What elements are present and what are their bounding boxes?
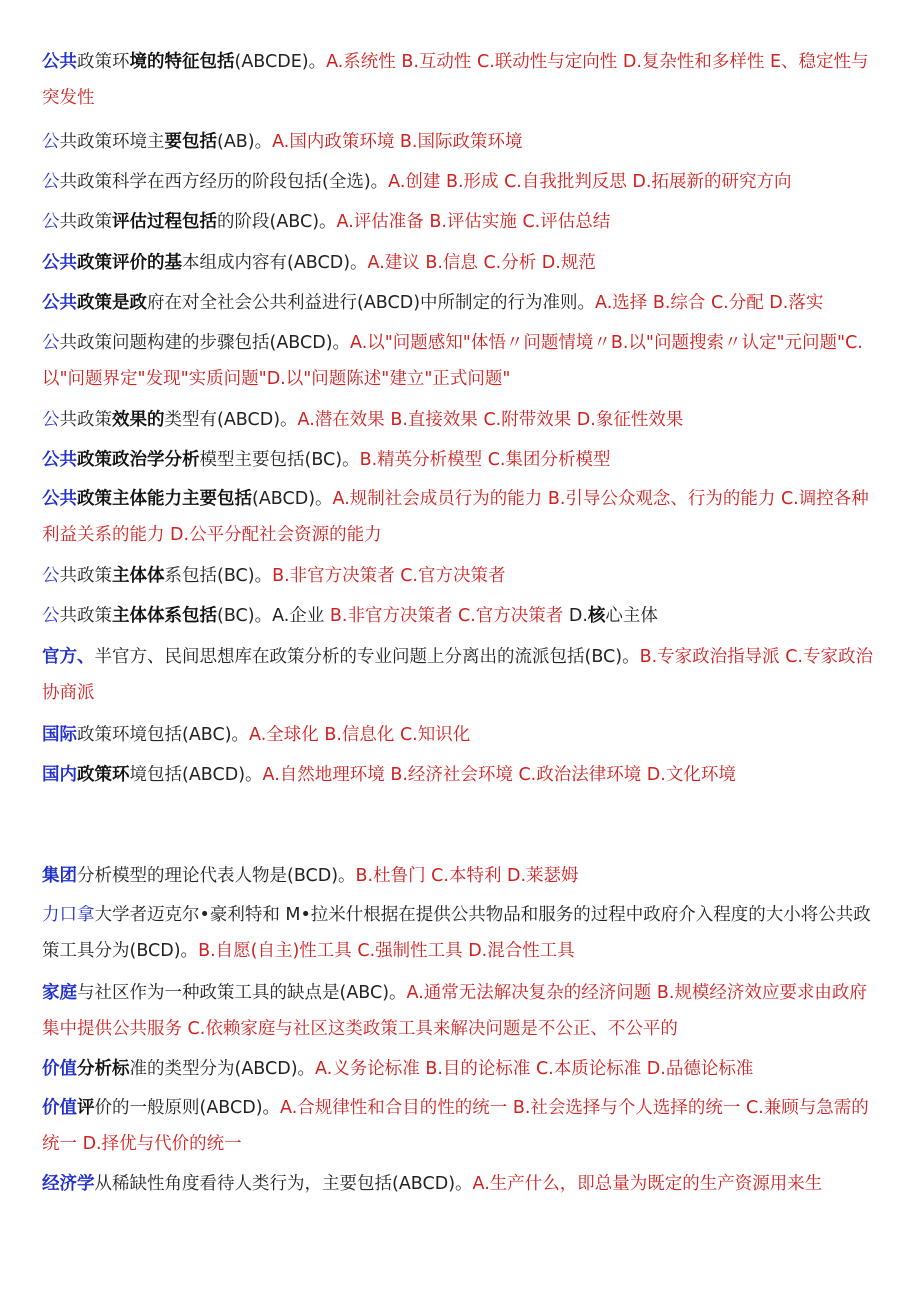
answer-text: A.建议 B.信息 C.分析 D.规范 — [367, 253, 596, 273]
answer-text: A.国内政策环境 B.国际政策环境 — [272, 132, 523, 152]
question-entry — [42, 481, 878, 553]
question-entry — [42, 442, 878, 478]
question-entry — [42, 897, 878, 969]
answer-text: A.合规律性和合目的性的统一 B.社会选择与个人选择的统一 C.兼顾与急需的统一 D.择优与代价的统一 — [42, 1098, 869, 1154]
answer-text: B.非官方决策者 C.官方决策者 — [272, 566, 506, 586]
question-text: 从稀缺性角度看待人类行为，主要包括(ABCD)。 — [94, 1174, 473, 1194]
question-text: 要包括 — [164, 132, 217, 152]
question-entry — [42, 164, 878, 200]
keyword-text: 公共 — [42, 489, 77, 509]
answer-text: A.选择 B.综合 C.分配 D.落实 — [595, 293, 824, 313]
answer-text: A.生产什么，即总量为既定的生产资源用来生 — [472, 1174, 823, 1194]
question-text: 类型有(ABCD)。 — [164, 410, 298, 430]
question-text: (BC)。A.企业 — [217, 606, 330, 626]
answer-text: A.规制社会成员行为的能力 B.引导公众观念、行为的能力 C.调控各种利益关系的能力 D.公平分配社会资源的能力 — [42, 489, 869, 545]
question-text: 大学者迈克尔•豪利特和 M•拉米什根据在提供公共物品和服务的过程中政府介入程度的大小将公共政策工具分为(BCD)。 — [42, 905, 871, 961]
keyword-text: 集团 — [42, 866, 77, 886]
answer-text: B.专家政治指导派 C.专家政治协商派 — [42, 647, 873, 703]
question-entry — [42, 245, 878, 281]
answer-text: A.创建 B.形成 C.自我批判反思 D.拓展新的研究方向 — [388, 172, 792, 192]
question-text: 系包括(BC)。 — [164, 566, 273, 586]
keyword-text: 国际 — [42, 725, 77, 745]
question-text: 共政策环境主 — [59, 132, 165, 152]
question-entry — [42, 1166, 878, 1202]
question-text: 共政策 — [59, 410, 112, 430]
question-text: 政策环境包括(ABC)。 — [77, 725, 250, 745]
question-text: 本组成内容有(ABCD)。 — [182, 253, 368, 273]
question-entry — [42, 285, 878, 321]
answer-text: A.自然地理环境 B.经济社会环境 C.政治法律环境 D.文化环境 — [262, 765, 736, 785]
keyword-text: 国内 — [42, 765, 77, 785]
question-text: 共政策问题构建的步骤包括(ABCD)。 — [59, 333, 351, 353]
question-entry — [42, 717, 878, 753]
keyword-text: 公 — [42, 606, 60, 626]
keyword-text: 力口拿 — [42, 905, 95, 925]
question-text: 境包括(ABCD)。 — [129, 765, 263, 785]
answer-text: A.系统性 B.互动性 C.联动性与定向性 D.复杂性和多样性 E、稳定性与突发性 — [42, 52, 869, 108]
question-entry — [42, 44, 878, 116]
question-text: 共政策 — [59, 606, 112, 626]
keyword-text: 公共 — [42, 450, 77, 470]
question-text: 共政策科学在西方经历的阶段包括(全选)。 — [59, 172, 389, 192]
question-text: 政策评价的基 — [77, 253, 182, 273]
question-text: 评估过程包括 — [112, 212, 217, 232]
answer-text: A.评估准备 B.评估实施 C.评估总结 — [336, 212, 611, 232]
question-text: 共政策 — [59, 212, 112, 232]
question-text: 模型主要包括(BC)。 — [199, 450, 360, 470]
keyword-text: 公 — [42, 410, 60, 430]
answer-text: A.以"问题感知"体悟〃问题情境〃B.以"问题搜索〃认定"元问题"C.以"问题界定"发现"实质问题"D.以"问题陈述"建立"正式问题" — [42, 333, 863, 389]
answer-text: B.精英分析模型 C.集团分析模型 — [359, 450, 611, 470]
keyword-text: 公共 — [42, 293, 77, 313]
question-entry — [42, 639, 878, 711]
question-entry — [42, 325, 878, 397]
keyword-text: 经济学 — [42, 1174, 95, 1194]
question-entry — [42, 757, 878, 793]
question-entry — [42, 858, 878, 894]
question-text: 境的特征包括 — [129, 52, 235, 72]
keyword-text: 官方、 — [42, 647, 95, 667]
question-entry — [42, 1051, 878, 1087]
question-text: 共政策 — [59, 566, 112, 586]
question-text: (AB)。 — [217, 132, 273, 152]
answer-text: B.杜鲁门 C.本特利 D.莱瑟姆 — [355, 866, 579, 886]
question-text: 的阶段(ABC)。 — [217, 212, 337, 232]
question-text: 心主体 — [605, 606, 658, 626]
question-text: 分析标 — [77, 1059, 130, 1079]
keyword-text: 公 — [42, 212, 60, 232]
question-entry — [42, 975, 878, 1047]
answer-text: A.通常无法解决复杂的经济问题 B.规模经济效应要求由政府集中提供公共服务 C.依赖家庭与社区这类政策工具来解决问题是不公正、不公平的 — [42, 983, 867, 1039]
question-text: (ABCDE)。 — [234, 52, 327, 72]
keyword-text: 公 — [42, 132, 60, 152]
keyword-text: 公 — [42, 333, 60, 353]
keyword-text: 公 — [42, 566, 60, 586]
keyword-text: 价值 — [42, 1059, 77, 1079]
answer-text: B.非官方决策者 C.官方决策者 — [329, 606, 569, 626]
question-entry — [42, 124, 878, 160]
keyword-text: 公共 — [42, 253, 77, 273]
question-text: 核 — [587, 606, 606, 626]
question-text: 政策是政 — [77, 293, 147, 313]
question-text: 效果的 — [112, 410, 165, 430]
question-entry — [42, 558, 878, 594]
question-entry — [42, 598, 878, 634]
keyword-text: 价值 — [42, 1098, 77, 1118]
answer-text: B.自愿(自主)性工具 C.强制性工具 D.混合性工具 — [198, 941, 575, 961]
answer-text: A.全球化 B.信息化 C.知识化 — [249, 725, 471, 745]
question-text: 主体体 — [112, 566, 165, 586]
question-text: 政策政治学分析 — [77, 450, 200, 470]
question-entry — [42, 204, 878, 240]
question-text: 价的一般原则(ABCD)。 — [94, 1098, 281, 1118]
question-text: D. — [568, 606, 588, 626]
question-text: 评 — [77, 1098, 95, 1118]
question-text: (ABCD)。 — [252, 489, 333, 509]
answer-text: A.潜在效果 B.直接效果 C.附带效果 D.象征性效果 — [297, 410, 684, 430]
question-text: 与社区作为一种政策工具的缺点是(ABC)。 — [77, 983, 407, 1003]
question-entry — [42, 1090, 878, 1162]
keyword-text: 家庭 — [42, 983, 77, 1003]
question-text: 主体体系包括 — [112, 606, 217, 626]
question-text: 政策主体能力主要包括 — [77, 489, 252, 509]
question-text: 准的类型分为(ABCD)。 — [129, 1059, 316, 1079]
answer-text: A.义务论标准 B.目的论标准 C.本质论标准 D.品德论标准 — [315, 1059, 754, 1079]
question-text: 府在对全社会公共利益进行(ABCD)中所制定的行为准则。 — [147, 293, 596, 313]
question-text: 政策环 — [77, 52, 130, 72]
question-text: 分析模型的理论代表人物是(BCD)。 — [77, 866, 356, 886]
keyword-text: 公 — [42, 172, 60, 192]
question-text: 半官方、民间思想库在政策分析的专业问题上分离出的流派包括(BC)。 — [94, 647, 640, 667]
question-entry — [42, 402, 878, 438]
question-text: 政策环 — [77, 765, 130, 785]
keyword-text: 公共 — [42, 52, 77, 72]
